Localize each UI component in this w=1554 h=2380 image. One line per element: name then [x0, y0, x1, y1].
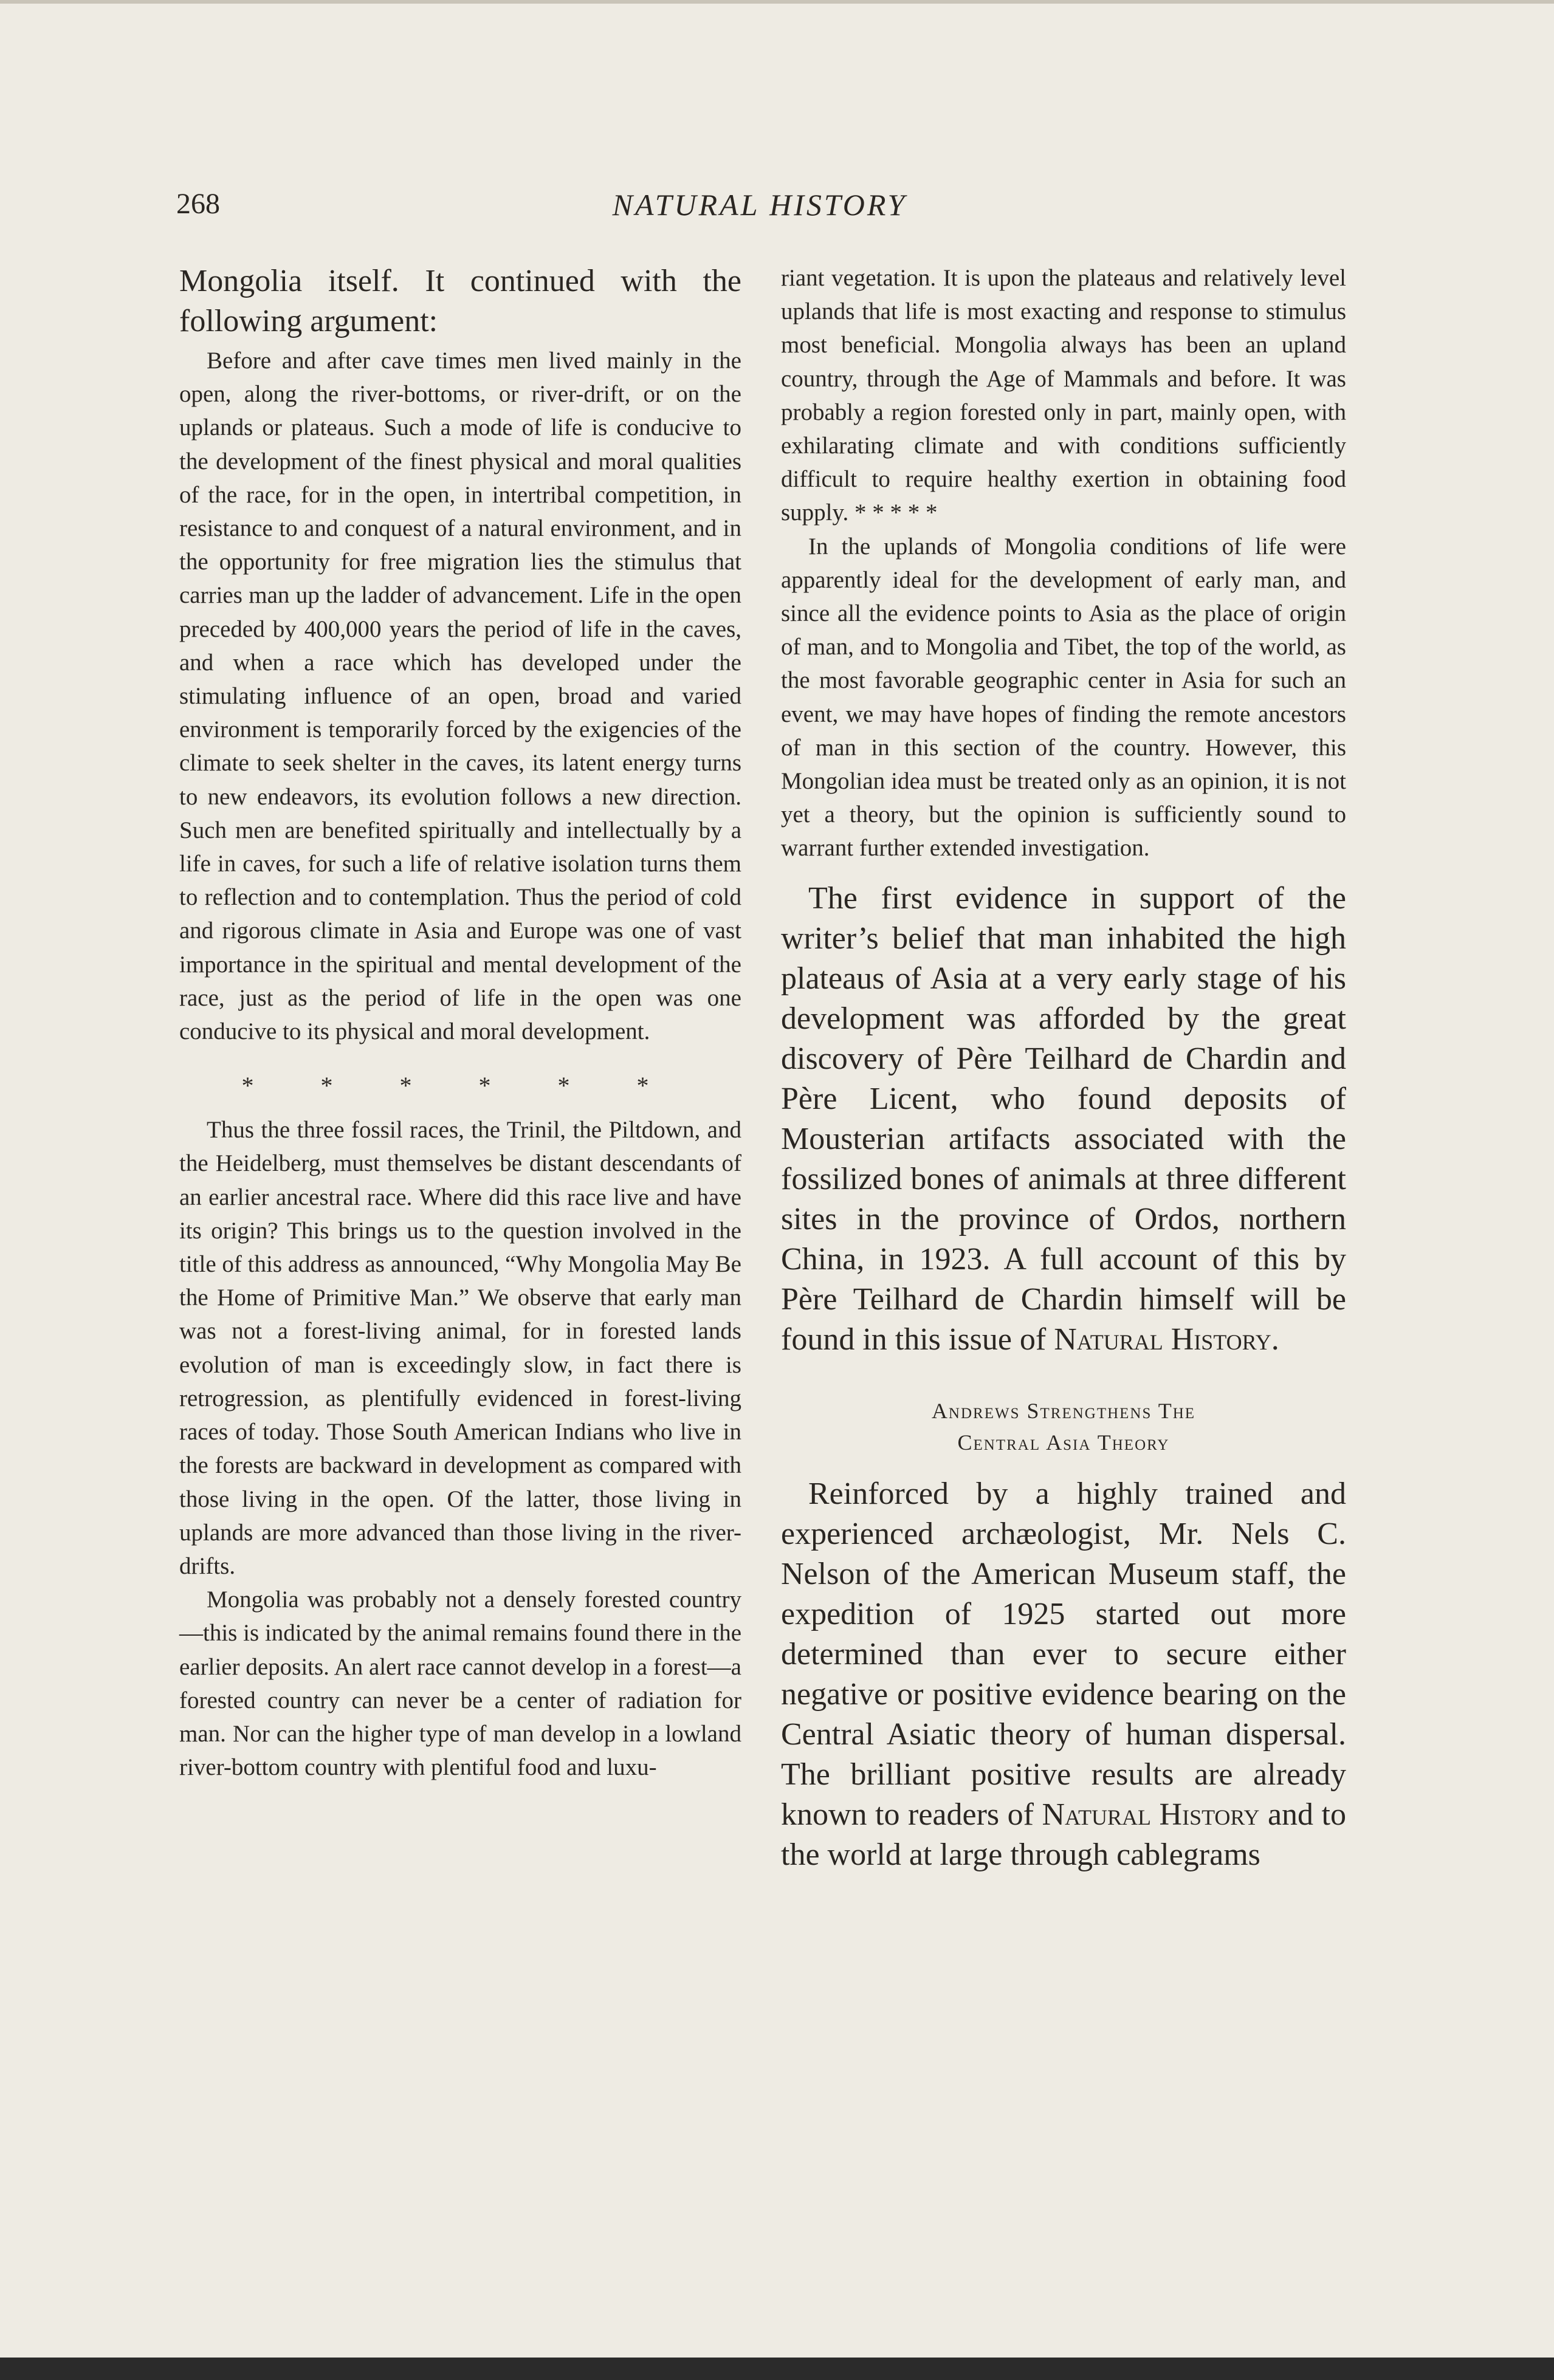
- body-text: Reinforced by a highly trained and experienced archæologist, Mr. Nels C. Nelson of the American Museum staff, the expedition of 1925 started out more determined than ever to secure either negative or positive evidence bearing on the Central Asiatic theory of human dispersal. The brilliant positive results are already known to readers of: [781, 1476, 1346, 1832]
- page-header: [176, 182, 1343, 231]
- subheading-line: Central Asia Theory: [957, 1430, 1170, 1455]
- body-text: The first evidence in support of the writer’s belief that man inhabited the high plateaus of Asia at a very early stage of his development was afforded by the great discovery of Père Teilhard de Chardin and Père Licent, who found deposits of Mousterian artifacts associated with the fossilized bones of animals at three different sites in the province of Ordos, northern China, in 1923. A full account of this by Père Teilhard de Chardin himself will be found in this issue of: [781, 880, 1346, 1357]
- left-column: [179, 261, 741, 1784]
- section-break-stars: * * * * * *: [241, 1072, 679, 1100]
- body-text: and to the world at large through cablegrams: [781, 1797, 1347, 1872]
- journal-name: Natural History: [1042, 1797, 1260, 1832]
- body-paragraph: [781, 879, 1346, 1360]
- quote-paragraph: Thus the three fossil races, the Trinil, the Piltdown, and the Heidelberg, must themselves be distant descendants of an earlier ancestral race. Where did this race live and have its origin? This brings us to the question involved in the title of this address as announced, “Why Mongolia May Be the Home of Primitive Man.” We observe that early man was not a forest-living animal, for in forested lands evolution of man is exceedingly slow, in fact there is retrogression, as plentifully evidenced in forest-living races of today. Those South American Indians who live in the forests are backward in development as compared with those living in the open. Of the latter, those living in uplands are more advanced than those living in the river-drifts.: [179, 1117, 741, 1579]
- quote-paragraph: Mongolia was probably not a densely forested country—this is indicated by the animal remains found there in the earlier deposits. An alert race cannot develop in a forest—a forested country can never be a center of radiation for man. Nor can the higher type of man develop in a lowland river-bottom country with plentiful food and luxu-: [179, 1586, 741, 1781]
- section-subheading: [781, 1395, 1346, 1458]
- quote-continuation: riant vegetation. It is upon the plateaus and relatively level uplands that life is most exacting and response to stimulus most beneficial. Mongolia always has been an upland country, through the Age of Mammals and before. It was probably a region forested only in part, mainly open, with exhilarating climate and with conditions sufficiently difficult to require healthy exertion in obtaining food supply. * * * * *: [781, 265, 1346, 526]
- page-number: 268: [176, 188, 220, 220]
- quote-paragraph: In the uplands of Mongolia conditions of life were apparently ideal for the development of early man, and since all the evidence points to Asia as the place of origin of man, and to Mongolia and Tibet, the top of the world, as the most favorable geographic center in Asia for such an event, we may have hopes of finding the remote ancestors of man in this section of the country. However, this Mongolian idea must be treated only as an opinion, it is not yet a theory, but the opinion is sufficiently sound to warrant further extended investigation.: [781, 533, 1346, 862]
- page-top-edge: [0, 0, 1554, 4]
- subheading-line: Andrews Strengthens The: [931, 1398, 1196, 1423]
- paragraph-gap: [781, 865, 1346, 879]
- body-text: .: [1271, 1322, 1279, 1357]
- body-paragraph: [781, 1474, 1346, 1875]
- journal-name: Natural History: [1054, 1322, 1271, 1357]
- scan-bottom-edge: [0, 2358, 1554, 2380]
- right-column: [781, 261, 1346, 1875]
- intro-paragraph: Mongolia itself. It continued with the following argument:: [179, 264, 741, 338]
- quote-paragraph: Before and after cave times men lived mainly in the open, along the river-bottoms, or river-drift, or on the uplands or plateaus. Such a mode of life is conducive to the development of the finest physical and moral qualities of the race, for in the open, in intertribal competition, in resistance to and conquest of a natural environment, and in the opportunity for free migration lies the stimulus that carries man up the ladder of advancement. Life in the open preceded by 400,000 years the period of life in the caves, and when a race which has developed under the stimulating influence of an open, broad and varied environment is temporarily forced by the exigencies of the climate to seek shelter in the caves, its latent energy turns to new endeavors, its evolution follows a new direction. Such men are benefited spiritually and intellectually by a life in caves, for such a life of relative isolation turns them to reflection and to contemplation. Thus the period of cold and rigorous climate in Asia and Europe was one of vast importance in the spiritual and mental development of the race, just as the period of life in the open was one conducive to its physical and moral development.: [179, 348, 741, 1045]
- running-title: NATURAL HISTORY: [612, 188, 907, 222]
